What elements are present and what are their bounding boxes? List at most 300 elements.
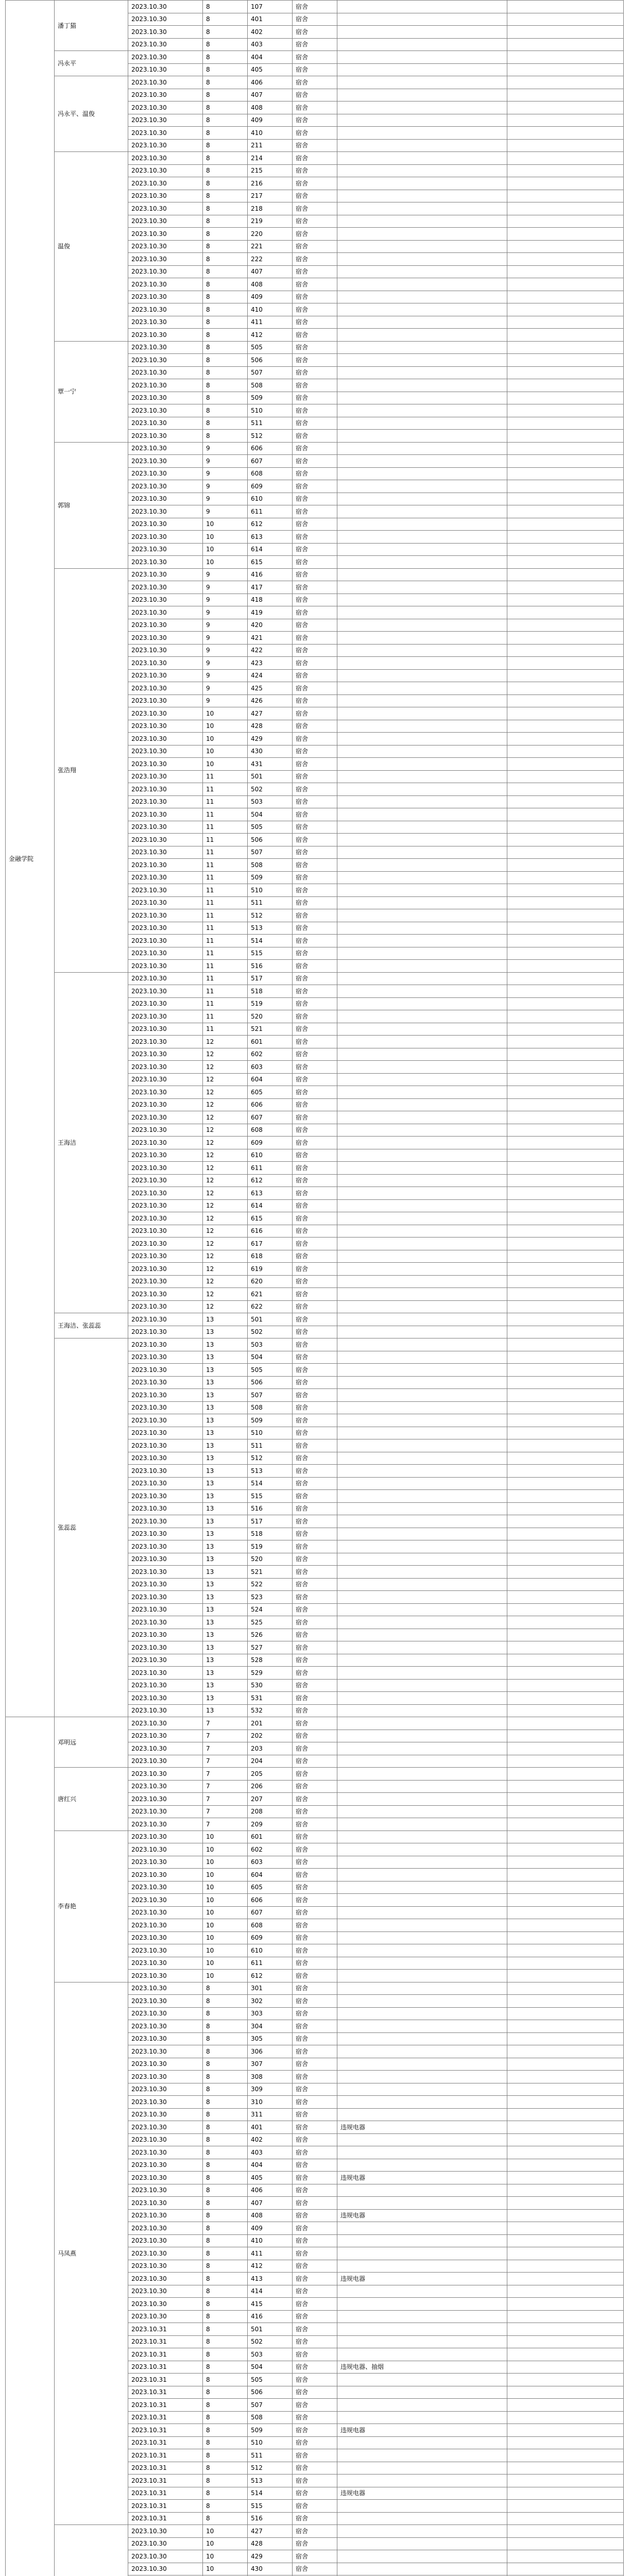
empty-cell (507, 240, 624, 253)
date-cell: 2023.10.30 (128, 1326, 203, 1338)
note-cell (337, 531, 507, 544)
status-cell: 宿舍 (293, 720, 337, 733)
empty-cell (507, 2071, 624, 2083)
note-cell (337, 1263, 507, 1276)
building-cell: 8 (203, 2096, 248, 2109)
room-cell: 609 (248, 1931, 293, 1944)
note-cell (337, 2374, 507, 2386)
note-cell (337, 2386, 507, 2399)
note-cell (337, 632, 507, 645)
room-cell: 211 (248, 139, 293, 152)
note-cell (337, 518, 507, 531)
room-cell: 511 (248, 417, 293, 430)
note-cell (337, 896, 507, 909)
status-cell: 宿舍 (293, 1566, 337, 1579)
note-cell: 违规电器 (337, 2209, 507, 2222)
table-body (6, 1, 624, 2576)
date-cell: 2023.10.30 (128, 1780, 203, 1793)
note-cell (337, 329, 507, 342)
date-cell: 2023.10.30 (128, 1174, 203, 1187)
note-cell (337, 1048, 507, 1061)
empty-cell (507, 884, 624, 897)
room-cell: 602 (248, 1048, 293, 1061)
status-cell: 宿舍 (293, 1086, 337, 1099)
building-cell: 12 (203, 1073, 248, 1086)
status-cell: 宿舍 (293, 1957, 337, 1970)
building-cell: 7 (203, 1768, 248, 1781)
date-cell: 2023.10.30 (128, 846, 203, 859)
building-cell: 8 (203, 2500, 248, 2513)
status-cell: 宿舍 (293, 190, 337, 202)
empty-cell (507, 1465, 624, 1478)
note-cell (337, 1288, 507, 1301)
date-cell: 2023.10.30 (128, 1843, 203, 1856)
note-cell (337, 694, 507, 707)
room-cell: 610 (248, 1944, 293, 1957)
empty-cell (507, 291, 624, 303)
room-cell: 508 (248, 1401, 293, 1414)
room-cell: 608 (248, 1124, 293, 1137)
date-cell: 2023.10.30 (128, 1515, 203, 1528)
empty-cell (507, 1263, 624, 1276)
note-cell (337, 430, 507, 443)
building-cell: 10 (203, 518, 248, 531)
note-cell (337, 972, 507, 985)
empty-cell (507, 2083, 624, 2096)
room-cell: 518 (248, 985, 293, 998)
status-cell: 宿舍 (293, 2537, 337, 2550)
date-cell: 2023.10.31 (128, 2374, 203, 2386)
date-cell: 2023.10.30 (128, 392, 203, 404)
date-cell: 2023.10.30 (128, 1944, 203, 1957)
date-cell: 2023.10.31 (128, 2462, 203, 2475)
building-cell: 10 (203, 1906, 248, 1919)
empty-cell (507, 480, 624, 493)
building-cell: 8 (203, 354, 248, 367)
note-cell (337, 1427, 507, 1439)
building-cell: 8 (203, 2285, 248, 2298)
status-cell: 宿舍 (293, 291, 337, 303)
empty-cell (507, 63, 624, 76)
note-cell (337, 2007, 507, 2020)
building-cell: 10 (203, 1843, 248, 1856)
status-cell: 宿舍 (293, 1629, 337, 1641)
date-cell: 2023.10.30 (128, 1818, 203, 1831)
building-cell: 8 (203, 2348, 248, 2361)
note-cell (337, 2020, 507, 2033)
status-cell: 宿舍 (293, 1515, 337, 1528)
building-cell: 11 (203, 821, 248, 834)
empty-cell (507, 2525, 624, 2538)
room-cell: 417 (248, 581, 293, 594)
note-cell (337, 2159, 507, 2172)
date-cell: 2023.10.30 (128, 1805, 203, 1818)
date-cell: 2023.10.30 (128, 2159, 203, 2172)
note-cell (337, 644, 507, 657)
building-cell: 12 (203, 1288, 248, 1301)
empty-cell (507, 2020, 624, 2033)
empty-cell (507, 960, 624, 973)
room-cell: 414 (248, 2285, 293, 2298)
building-cell: 10 (203, 1919, 248, 1932)
building-cell: 12 (203, 1098, 248, 1111)
date-cell: 2023.10.30 (128, 896, 203, 909)
room-cell: 418 (248, 594, 293, 606)
note-cell (337, 265, 507, 278)
note-cell (337, 783, 507, 796)
date-cell: 2023.10.30 (128, 480, 203, 493)
empty-cell (507, 859, 624, 872)
room-cell: 612 (248, 1174, 293, 1187)
room-cell: 407 (248, 89, 293, 101)
note-cell (337, 1326, 507, 1338)
building-cell: 9 (203, 694, 248, 707)
inspector-cell: 张浩翔 (55, 568, 128, 972)
date-cell: 2023.10.30 (128, 493, 203, 505)
status-cell: 宿舍 (293, 430, 337, 443)
status-cell: 宿舍 (293, 1881, 337, 1894)
empty-cell (507, 1023, 624, 1036)
empty-cell (507, 2273, 624, 2285)
empty-cell (507, 1768, 624, 1781)
building-cell: 11 (203, 1023, 248, 1036)
building-cell: 13 (203, 1326, 248, 1338)
room-cell: 426 (248, 694, 293, 707)
date-cell: 2023.10.30 (128, 1300, 203, 1313)
room-cell: 425 (248, 682, 293, 695)
building-cell: 11 (203, 997, 248, 1010)
building-cell: 8 (203, 63, 248, 76)
status-cell: 宿舍 (293, 1616, 337, 1629)
status-cell: 宿舍 (293, 1982, 337, 1995)
date-cell: 2023.10.31 (128, 2335, 203, 2348)
empty-cell (507, 1010, 624, 1023)
building-cell: 10 (203, 531, 248, 544)
room-cell: 409 (248, 291, 293, 303)
date-cell: 2023.10.30 (128, 2007, 203, 2020)
room-cell: 408 (248, 101, 293, 114)
note-cell (337, 1452, 507, 1465)
status-cell: 宿舍 (293, 1805, 337, 1818)
room-cell: 204 (248, 1755, 293, 1768)
room-cell: 524 (248, 1603, 293, 1616)
status-cell: 宿舍 (293, 278, 337, 291)
status-cell: 宿舍 (293, 127, 337, 140)
table-row (6, 76, 624, 89)
status-cell: 宿舍 (293, 265, 337, 278)
status-cell: 宿舍 (293, 2108, 337, 2121)
room-cell: 305 (248, 2032, 293, 2045)
room-cell: 518 (248, 1528, 293, 1540)
building-cell: 8 (203, 76, 248, 89)
status-cell: 宿舍 (293, 518, 337, 531)
room-cell: 513 (248, 922, 293, 935)
status-cell: 宿舍 (293, 1869, 337, 1882)
building-cell: 8 (203, 190, 248, 202)
note-cell (337, 2247, 507, 2260)
building-cell: 13 (203, 1452, 248, 1465)
building-cell: 8 (203, 2436, 248, 2449)
note-cell (337, 2285, 507, 2298)
empty-cell (507, 745, 624, 758)
note-cell (337, 834, 507, 846)
date-cell: 2023.10.30 (128, 2563, 203, 2575)
note-cell (337, 493, 507, 505)
room-cell: 622 (248, 1300, 293, 1313)
empty-cell (507, 632, 624, 645)
date-cell: 2023.10.30 (128, 2045, 203, 2058)
room-cell: 616 (248, 1225, 293, 1238)
empty-cell (507, 114, 624, 127)
empty-cell (507, 127, 624, 140)
date-cell: 2023.10.30 (128, 1881, 203, 1894)
status-cell: 宿舍 (293, 922, 337, 935)
empty-cell (507, 1477, 624, 1490)
date-cell: 2023.10.30 (128, 354, 203, 367)
status-cell: 宿舍 (293, 1970, 337, 1982)
note-cell (337, 1995, 507, 2008)
inspector-cell: 郭锦 (55, 442, 128, 568)
empty-cell (507, 795, 624, 808)
date-cell: 2023.10.30 (128, 531, 203, 544)
building-cell: 11 (203, 846, 248, 859)
room-cell: 504 (248, 1351, 293, 1364)
empty-cell (507, 1931, 624, 1944)
empty-cell (507, 1149, 624, 1162)
empty-cell (507, 1818, 624, 1831)
note-cell (337, 467, 507, 480)
status-cell: 宿舍 (293, 101, 337, 114)
empty-cell (507, 1389, 624, 1402)
note-cell (337, 1616, 507, 1629)
date-cell: 2023.10.30 (128, 114, 203, 127)
note-cell (337, 480, 507, 493)
room-cell: 215 (248, 164, 293, 177)
status-cell: 宿舍 (293, 1351, 337, 1364)
empty-cell (507, 1174, 624, 1187)
building-cell: 8 (203, 2374, 248, 2386)
note-cell (337, 1591, 507, 1604)
empty-cell (507, 1603, 624, 1616)
note-cell (337, 38, 507, 51)
date-cell: 2023.10.30 (128, 1048, 203, 1061)
room-cell: 209 (248, 1818, 293, 1831)
status-cell: 宿舍 (293, 1389, 337, 1402)
status-cell: 宿舍 (293, 1401, 337, 1414)
building-cell: 8 (203, 366, 248, 379)
room-cell: 423 (248, 657, 293, 670)
status-cell: 宿舍 (293, 1124, 337, 1137)
date-cell: 2023.10.30 (128, 1401, 203, 1414)
date-cell: 2023.10.30 (128, 644, 203, 657)
building-cell: 9 (203, 467, 248, 480)
date-cell: 2023.10.30 (128, 821, 203, 834)
date-cell: 2023.10.31 (128, 2323, 203, 2336)
empty-cell (507, 1578, 624, 1591)
note-cell (337, 341, 507, 354)
building-cell: 13 (203, 1439, 248, 1452)
note-cell (337, 733, 507, 745)
building-cell: 11 (203, 808, 248, 821)
room-cell: 601 (248, 1831, 293, 1843)
empty-cell (507, 733, 624, 745)
note-cell (337, 1881, 507, 1894)
building-cell: 8 (203, 341, 248, 354)
empty-cell (507, 76, 624, 89)
room-cell: 405 (248, 63, 293, 76)
date-cell: 2023.10.30 (128, 1578, 203, 1591)
room-cell: 411 (248, 316, 293, 329)
date-cell: 2023.10.30 (128, 1995, 203, 2008)
room-cell: 221 (248, 240, 293, 253)
empty-cell (507, 379, 624, 392)
building-cell: 8 (203, 2323, 248, 2336)
empty-cell (507, 2475, 624, 2487)
room-cell: 603 (248, 1856, 293, 1869)
note-cell (337, 1073, 507, 1086)
date-cell: 2023.10.30 (128, 1111, 203, 1124)
empty-cell (507, 2133, 624, 2146)
building-cell: 8 (203, 215, 248, 228)
date-cell: 2023.10.30 (128, 2209, 203, 2222)
empty-cell (507, 341, 624, 354)
table-row (6, 1338, 624, 1351)
status-cell: 宿舍 (293, 1313, 337, 1326)
date-cell: 2023.10.30 (128, 2146, 203, 2159)
empty-cell (507, 493, 624, 505)
status-cell: 宿舍 (293, 1679, 337, 1692)
note-cell (337, 1780, 507, 1793)
building-cell: 11 (203, 985, 248, 998)
building-cell: 9 (203, 493, 248, 505)
building-cell: 12 (203, 1225, 248, 1238)
empty-cell (507, 1061, 624, 1074)
empty-cell (507, 2172, 624, 2184)
note-cell (337, 1351, 507, 1364)
empty-cell (507, 2436, 624, 2449)
building-cell: 12 (203, 1199, 248, 1212)
date-cell: 2023.10.30 (128, 455, 203, 468)
note-cell (337, 884, 507, 897)
empty-cell (507, 1679, 624, 1692)
status-cell: 宿舍 (293, 1275, 337, 1288)
room-cell: 516 (248, 960, 293, 973)
empty-cell (507, 1238, 624, 1250)
room-cell: 515 (248, 947, 293, 960)
date-cell: 2023.10.30 (128, 1704, 203, 1717)
status-cell: 宿舍 (293, 1187, 337, 1200)
college-cell: 金融学院 (6, 1, 55, 1717)
date-cell: 2023.10.30 (128, 1098, 203, 1111)
empty-cell (507, 694, 624, 707)
status-cell: 宿舍 (293, 669, 337, 682)
college-cell (6, 1717, 55, 2576)
date-cell: 2023.10.30 (128, 2172, 203, 2184)
status-cell: 宿舍 (293, 1717, 337, 1730)
building-cell: 8 (203, 2209, 248, 2222)
date-cell: 2023.10.30 (128, 1263, 203, 1276)
date-cell: 2023.10.30 (128, 733, 203, 745)
building-cell: 7 (203, 1818, 248, 1831)
status-cell: 宿舍 (293, 1755, 337, 1768)
empty-cell (507, 985, 624, 998)
room-cell: 412 (248, 2260, 293, 2273)
note-cell (337, 2436, 507, 2449)
empty-cell (507, 1414, 624, 1427)
empty-cell (507, 505, 624, 518)
note-cell (337, 278, 507, 291)
status-cell: 宿舍 (293, 228, 337, 241)
note-cell: 违规电器 (337, 2121, 507, 2134)
building-cell: 13 (203, 1616, 248, 1629)
room-cell: 610 (248, 493, 293, 505)
note-cell (337, 669, 507, 682)
date-cell: 2023.10.30 (128, 379, 203, 392)
status-cell: 宿舍 (293, 2172, 337, 2184)
empty-cell (507, 2335, 624, 2348)
status-cell: 宿舍 (293, 1238, 337, 1250)
note-cell (337, 1313, 507, 1326)
building-cell: 11 (203, 947, 248, 960)
building-cell: 8 (203, 1995, 248, 2008)
date-cell: 2023.10.30 (128, 1755, 203, 1768)
note-cell (337, 1275, 507, 1288)
room-cell: 410 (248, 127, 293, 140)
room-cell: 608 (248, 1919, 293, 1932)
empty-cell (507, 2247, 624, 2260)
room-cell: 510 (248, 1427, 293, 1439)
empty-cell (507, 2032, 624, 2045)
status-cell: 宿舍 (293, 2234, 337, 2247)
room-cell: 604 (248, 1869, 293, 1882)
empty-cell (507, 1187, 624, 1200)
room-cell: 514 (248, 1477, 293, 1490)
status-cell: 宿舍 (293, 1768, 337, 1781)
empty-cell (507, 2374, 624, 2386)
note-cell (337, 1414, 507, 1427)
empty-cell (507, 2197, 624, 2210)
date-cell: 2023.10.30 (128, 13, 203, 26)
room-cell: 512 (248, 430, 293, 443)
building-cell: 12 (203, 1137, 248, 1149)
building-cell: 8 (203, 2071, 248, 2083)
note-cell (337, 1502, 507, 1515)
date-cell: 2023.10.30 (128, 1465, 203, 1478)
room-cell: 407 (248, 2197, 293, 2210)
empty-cell (507, 1881, 624, 1894)
room-cell: 508 (248, 2411, 293, 2424)
room-cell: 520 (248, 1553, 293, 1566)
room-cell: 404 (248, 51, 293, 64)
status-cell: 宿舍 (293, 2071, 337, 2083)
building-cell: 10 (203, 758, 248, 771)
building-cell: 13 (203, 1313, 248, 1326)
empty-cell (507, 1805, 624, 1818)
inspector-cell: 唐红兴 (55, 1768, 128, 1831)
room-cell: 409 (248, 114, 293, 127)
empty-cell (507, 2209, 624, 2222)
building-cell: 8 (203, 2512, 248, 2525)
room-cell: 602 (248, 1843, 293, 1856)
empty-cell (507, 2096, 624, 2109)
date-cell: 2023.10.30 (128, 1566, 203, 1579)
empty-cell (507, 366, 624, 379)
note-cell (337, 846, 507, 859)
room-cell: 431 (248, 758, 293, 771)
note-cell (337, 228, 507, 241)
status-cell: 宿舍 (293, 1856, 337, 1869)
room-cell: 203 (248, 1742, 293, 1755)
